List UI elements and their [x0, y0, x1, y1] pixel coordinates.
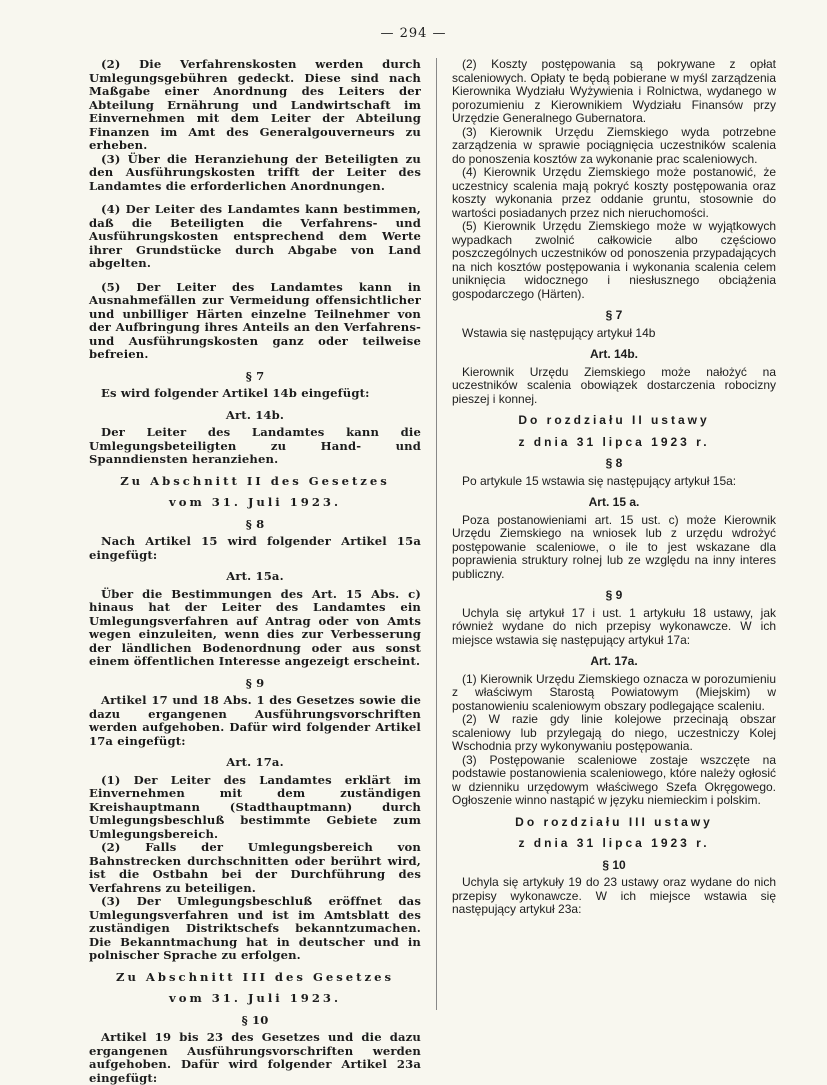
- german-paragraph: (2) Falls der Umlegungsbereich von Bahnstrecken durchschnitten oder berührt wird, ist die Ostbahn bei der Durchführung des Verfahrens zu beteiligen.: [89, 840, 421, 895]
- column-divider: [436, 58, 437, 1010]
- german-column: [89, 58, 421, 1085]
- german-paragraph: (1) Der Leiter des Landamtes erklärt im Einvernehmen mit dem zuständigen Kreishauptmann (Stadthauptmann) durch Umlegungsbeschluß bestimmte Gebiete zum Umlegungsbereich.: [89, 772, 421, 841]
- polish-section-heading: Do rozdziału II ustawy: [518, 413, 710, 427]
- german-heading: § 7: [245, 368, 265, 383]
- german-paragraph: Der Leiter des Landamtes kann die Umlegungsbeteiligten zu Hand- und Spanndiensten heranziehen.: [89, 425, 421, 466]
- german-heading: § 10: [241, 1012, 269, 1027]
- polish-heading: Art. 15 a.: [588, 495, 640, 509]
- german-heading: Art. 15a.: [226, 569, 284, 583]
- polish-heading: § 7: [605, 308, 623, 322]
- german-section-heading: Zu Abschnitt II des Gesetzes: [120, 473, 390, 488]
- german-heading: § 9: [245, 675, 265, 690]
- polish-paragraph: Kierownik Urzędu Ziemskiego może nałożyć na uczestników scalenia obowiązek dostarczenia robocizny pieszej i konnej.: [452, 364, 776, 406]
- german-paragraph: Artikel 19 bis 23 des Gesetzes und die dazu ergangenen Ausführungsvorschriften werden aufgehoben. Dafür wird folgender Artikel 23a eingefügt:: [89, 1030, 421, 1085]
- polish-heading: § 9: [605, 588, 623, 602]
- polish-paragraph: Uchyla się artykuły 19 do 23 ustawy oraz wydane do nich przepisy wykonawcze. W ich miejsce wstawia się następujący artykuł 23a:: [452, 875, 776, 916]
- german-heading: Art. 17a.: [226, 755, 284, 769]
- german-paragraph: (5) Der Leiter des Landamtes kann in Ausnahmefällen zur Vermeidung offensichtlicher und unbilliger Härten einzelne Teilnehmer von der Aufbringung ihres Anteils an den Verfahrens- und Ausführungskosten ganz oder teilweise befreien.: [89, 279, 421, 361]
- polish-column: [452, 58, 776, 917]
- polish-paragraph: Po artykule 15 wstawia się następujący artykuł 15a:: [462, 473, 737, 488]
- polish-heading: § 8: [605, 456, 623, 470]
- polish-heading: Art. 14b.: [589, 347, 638, 361]
- german-heading: Art. 14b.: [225, 407, 285, 422]
- polish-paragraph: (4) Kierownik Urzędu Ziemskiego może postanowić, że uczestnicy scalenia mają pokryć koszty postępowania oraz koszty wykonania przez oddanie gruntu, stosownie do wartości posiadanych przez nich nieruchomości.: [452, 165, 776, 220]
- german-heading: § 8: [245, 516, 265, 531]
- german-section-heading: Zu Abschnitt III des Gesetzes: [115, 969, 394, 984]
- german-paragraph: Über die Bestimmungen des Art. 15 Abs. c) hinaus hat der Leiter des Landamtes ein Umlegungsverfahren auf Antrag oder von Amts wegen einzuleiten, wenn dies zur Verbesserung der ländlichen Bodenordnung oder aus sonst einem öffentlichen Interesse angezeigt erscheint.: [89, 586, 421, 668]
- polish-section-heading: z dnia 31 lipca 1923 r.: [518, 434, 710, 449]
- german-section-heading: vom 31. Juli 1923.: [168, 495, 342, 509]
- polish-section-heading: Do rozdziału III ustawy: [515, 814, 713, 829]
- polish-paragraph: (3) Postępowanie scaleniowe zostaje wszczęte na podstawie postanowienia scaleniowego, które należy ogłosić w dzienniku urzędowym właściwego Szefa Okręgowego. Ogłoszenie winno nastąpić w języku niemieckim i polskim.: [452, 752, 776, 807]
- german-section-heading: vom 31. Juli 1923.: [168, 991, 342, 1005]
- german-paragraph: Nach Artikel 15 wird folgender Artikel 15a eingefügt:: [89, 534, 421, 562]
- german-paragraph: (4) Der Leiter des Landamtes kann bestimmen, daß die Beteiligten die Verfahrens- und Ausführungskosten entsprechend dem Werte ihrer Grundstücke durch Abgabe von Land abgelten.: [89, 202, 421, 270]
- german-paragraph: Es wird folgender Artikel 14b eingefügt:: [101, 386, 370, 400]
- polish-paragraph: Wstawia się następujący artykuł 14b: [462, 325, 656, 340]
- polish-paragraph: (2) W razie gdy linie kolejowe przecinają obszar scaleniowy lub przylegają do niego, uczestniczy Kolej Wschodnia przy wykonywaniu postępowania.: [452, 712, 776, 753]
- german-paragraph: (3) Der Umlegungsbeschluß eröffnet das Umlegungsverfahren und ist im Amtsblatt des zuständigen Distriktschefs bekanntzumachen. Die Bekanntmachung hat in deutscher und in polnischer Sprache zu erfolgen.: [89, 894, 421, 962]
- polish-heading: Art. 17a.: [590, 654, 638, 668]
- polish-heading: § 10: [602, 857, 626, 872]
- polish-paragraph: (1) Kierownik Urzędu Ziemskiego oznacza w porozumieniu z właściwym Starostą Powiatowym (Miejskim) w postanowieniu scaleniowym obszary podlegające scaleniu.: [452, 671, 776, 713]
- polish-paragraph: (3) Kierownik Urzędu Ziemskiego wyda potrzebne zarządzenia w sprawie pociągnięcia uczestników scalenia do ponoszenia kosztów za wykonanie prac scaleniowych.: [452, 124, 776, 166]
- polish-paragraph: (5) Kierownik Urzędu Ziemskiego może w wyjątkowych wypadkach zwolnić całkowicie albo częściowo poszczególnych uczestników od ponoszenia przypadających na nich kosztów postępowania i wykonania scalenia celem uniknięcia widocznego i niesłusznego obciążenia gospodarczego (Härten).: [452, 219, 776, 301]
- polish-paragraph: (2) Koszty postępowania są pokrywane z opłat scaleniowych. Opłaty te będą pobierane w myśl zarządzenia Kierownika Wydziału Wyżywienia i Rolnictwa, wydanego w porozumieniu z Kierownikiem Wydziału Finansów przy Urzędzie Generalnego Gubernatora.: [452, 57, 776, 125]
- german-paragraph: Artikel 17 und 18 Abs. 1 des Gesetzes sowie die dazu ergangenen Ausführungsvorschriften werden aufgehoben. Dafür wird folgender Artikel 17a eingefügt:: [89, 693, 421, 748]
- polish-section-heading: z dnia 31 lipca 1923 r.: [518, 836, 710, 850]
- german-paragraph: (3) Über die Heranziehung der Beteiligten zu den Ausführungskosten trifft der Leiter des Landamtes die erforderlichen Anordnungen.: [89, 151, 421, 193]
- polish-paragraph: Uchyla się artykuł 17 i ust. 1 artykułu 18 ustawy, jak również wydane do nich przepisy wykonawcze. W ich miejsce wstawia się następujący artykuł 17a:: [452, 605, 776, 647]
- polish-paragraph: Poza postanowieniami art. 15 ust. c) może Kierownik Urzędu Ziemskiego na wniosek lub z urzędu wdrożyć postępowanie scaleniowe, o ile to jest wskazane dla poprawienia struktury rolnej lub ze względu na inny interes publiczny.: [452, 512, 776, 581]
- german-paragraph: (2) Die Verfahrenskosten werden durch Umlegungsgebühren gedeckt. Diese sind nach Maßgabe einer Anordnung des Leiters der Abteilung Ernährung und Landwirtschaft im Einvernehmen mit dem Leiter der Abteilung Finanzen im Amt des Generalgouverneurs zu erheben.: [89, 57, 421, 152]
- page-number: — 294 —: [380, 26, 447, 41]
